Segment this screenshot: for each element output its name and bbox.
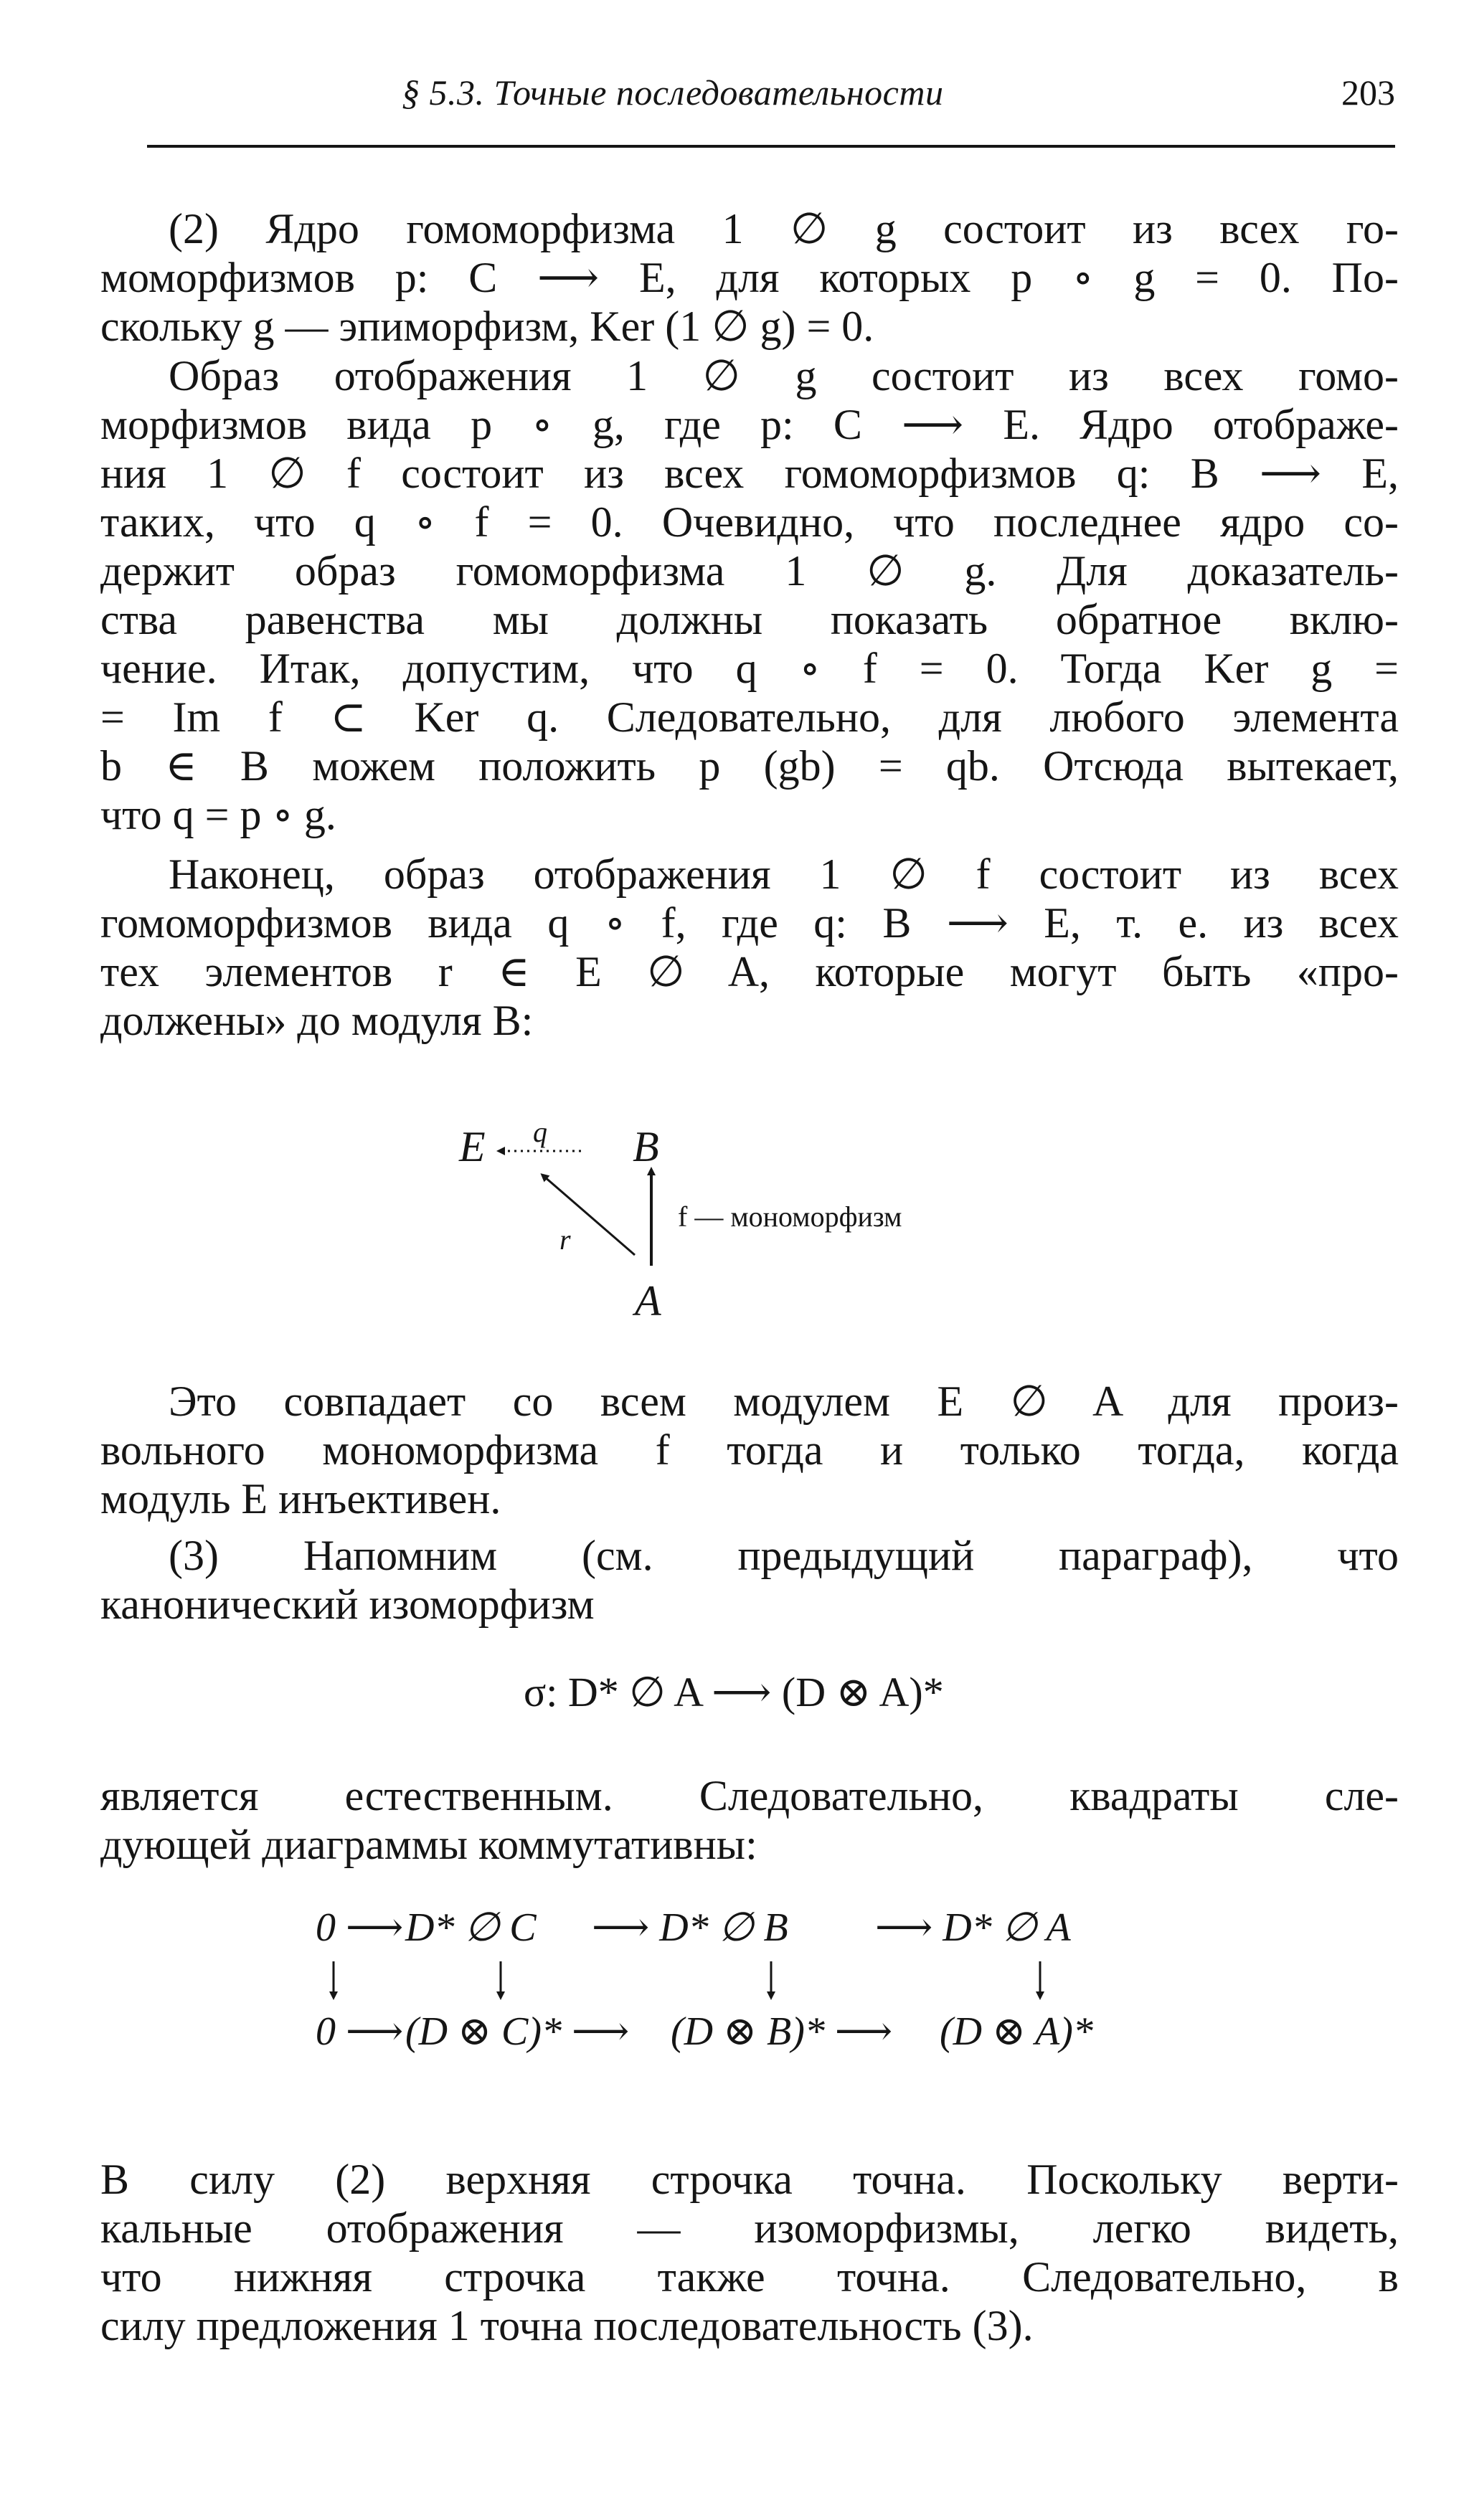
text-line: Это совпадает со всем модулем E ∅ A для произ- [169, 1378, 1399, 1425]
text-line: (3) Напомним (см. предыдущий параграф), что [169, 1532, 1399, 1579]
label-A: A [635, 1277, 661, 1325]
diagram-top-item: 0 ⟶ [316, 1905, 404, 1950]
label-B: B [633, 1123, 659, 1170]
diagram-bottom-item: 0 ⟶ [316, 2009, 404, 2054]
formula-sigma: σ: D* ∅ A ⟶ (D ⊗ A)* [524, 1669, 944, 1715]
diagram-top-item: ⟶ D* ∅ A [875, 1905, 1071, 1950]
paragraph-commutative [100, 1771, 1399, 1869]
text-line: моморфизмов p: C ⟶ E, для которых p ∘ g = 0. По- [100, 254, 1399, 301]
paragraph-injective [100, 1377, 1399, 1523]
text-line: таких, что q ∘ f = 0. Очевидно, что последнее ядро со- [100, 498, 1399, 546]
text-line: Образ отображения 1 ∅ g состоит из всех гомо- [169, 352, 1399, 399]
commutative-diagram [316, 1904, 1140, 2090]
label-E: E [459, 1123, 486, 1170]
page-number: 203 [1341, 72, 1395, 113]
diagram-vertical-arrows [316, 1904, 1140, 2090]
arrow-r [544, 1176, 635, 1255]
text-line: должены» до модуля B: [100, 997, 534, 1044]
text-line: гомоморфизмов вида q ∘ f, где q: B ⟶ E, т. е. из всех [100, 899, 1399, 947]
label-q: q [533, 1116, 547, 1148]
section-title: § 5.3. Точные последовательности [402, 72, 944, 113]
text-line: = Im f ⊂ Ker q. Следовательно, для любого элемента [100, 693, 1399, 741]
running-header [147, 66, 1395, 138]
text-line: тех элементов r ∈ E ∅ A, которые могут быть «про- [100, 948, 1399, 995]
text-line: чение. Итак, допустим, что q ∘ f = 0. Тогда Ker g = [100, 645, 1399, 692]
text-line: ния 1 ∅ f состоит из всех гомоморфизмов q: B ⟶ E, [100, 450, 1399, 497]
text-line: вольного мономорфизма f тогда и только тогда, когда [100, 1426, 1399, 1474]
text-line: канонический изоморфизм [100, 1581, 595, 1628]
diagram-bottom-item: (D ⊗ B)* ⟶ [671, 2009, 893, 2054]
paragraph-conclusion [100, 2155, 1399, 2350]
text-line: держит образ гомоморфизма 1 ∅ g. Для доказатель- [100, 547, 1399, 595]
diagram-bottom-item: (D ⊗ A)* [940, 2009, 1093, 2054]
paragraph-image-kernel [100, 351, 1399, 839]
text-line: дующей диаграммы коммутативны: [100, 1821, 757, 1868]
label-f-monomorphism: f — мономорфизм [678, 1200, 902, 1233]
text-line: Наконец, образ отображения 1 ∅ f состоит из всех [169, 851, 1399, 898]
text-line: кальные отображения — изоморфизмы, легко видеть, [100, 2204, 1399, 2252]
extension-triangle-diagram [459, 1115, 1004, 1345]
text-line: модуль E инъективен. [100, 1475, 501, 1522]
paragraph-canonical-iso [100, 1531, 1399, 1629]
text-line: (2) Ядро гомоморфизма 1 ∅ g состоит из всех го- [169, 205, 1399, 252]
text-line: скольку g — эпиморфизм, Ker (1 ∅ g) = 0. [100, 303, 874, 350]
text-line: силу предложения 1 точна последовательность (3). [100, 2302, 1034, 2349]
text-line: ства равенства мы должны показать обратное вклю- [100, 596, 1399, 643]
header-rule [147, 145, 1395, 148]
diagram-top-item: ⟶ D* ∅ B [592, 1905, 788, 1950]
paragraph-image-1-f [100, 850, 1399, 1045]
paragraph-kernel-1-g [100, 204, 1399, 351]
text-line: В силу (2) верхняя строчка точна. Поскольку верти- [100, 2156, 1399, 2203]
diagram-bottom-item: (D ⊗ C)* ⟶ [405, 2009, 630, 2054]
text-line: является естественным. Следовательно, квадраты сле- [100, 1772, 1399, 1819]
text-line: морфизмов вида p ∘ g, где p: C ⟶ E. Ядро отображе- [100, 401, 1399, 448]
label-r: r [559, 1223, 571, 1256]
diagram-top-item: D* ∅ C [405, 1905, 537, 1950]
text-line: b ∈ B можем положить p (gb) = qb. Отсюда вытекает, [100, 742, 1399, 790]
text-line: что нижняя строчка также точна. Следовательно, в [100, 2253, 1399, 2301]
text-line: что q = p ∘ g. [100, 791, 336, 838]
